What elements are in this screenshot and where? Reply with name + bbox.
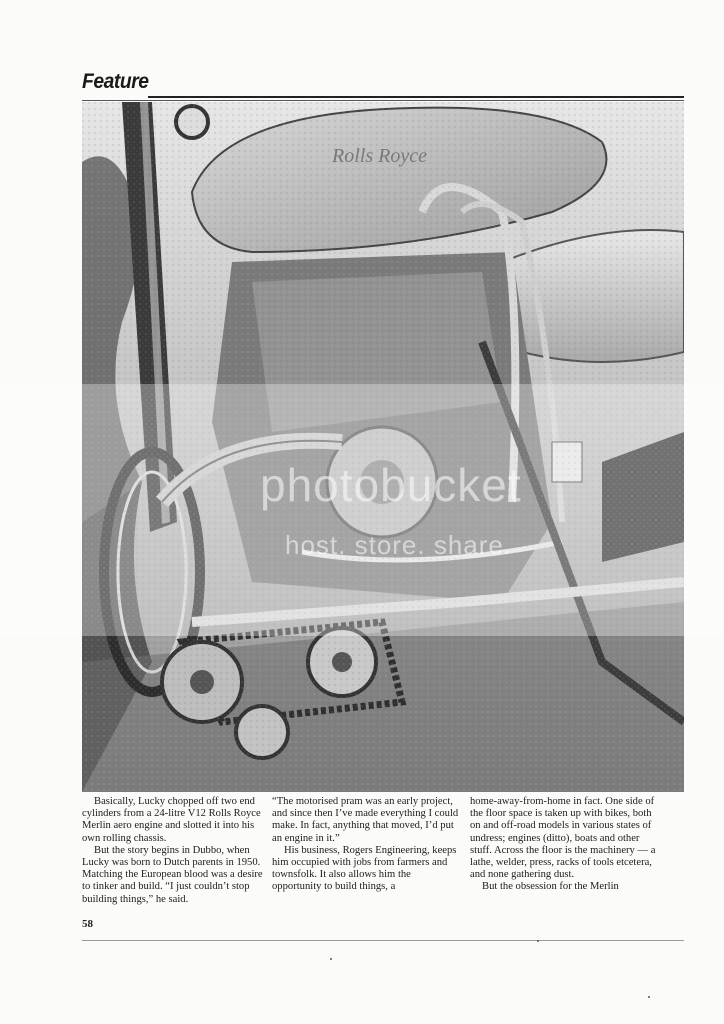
article-column-2 [272, 796, 462, 894]
article-column-3 [470, 796, 660, 894]
article-paragraph: home-away-from-home in fact. One side of the floor space is taken up with bikes, both on and off-road models in various states of undress; engines (ditto), boats and other stuff. Across the floor is the machinery — a lathe, welder, press, racks of tools etcetera, and none gathering dust. [470, 796, 656, 881]
page-number: 58 [82, 918, 93, 930]
article-paragraph: His business, Rogers Engineering, keeps him occupied with jobs from farmers and townsfolk. It also allows him the opportunity to build things, a [272, 844, 457, 893]
header-rule [148, 96, 684, 98]
article-paragraph: Basically, Lucky chopped off two end cylinders from a 24-litre V12 Rolls Royce Merlin aero engine and slotted it into his own rolling chassis. [82, 796, 261, 844]
print-speck [88, 690, 90, 692]
footer-rule [82, 940, 684, 941]
section-label: Feature [82, 70, 149, 93]
watermark-tagline: host. store. share. [285, 530, 513, 560]
article-paragraph: But the obsession for the Merlin [482, 881, 619, 893]
print-speck [330, 958, 332, 960]
print-speck [648, 996, 650, 998]
header-rule-thin [82, 100, 684, 101]
article-paragraph: “The motorised pram was an early project, and since then I’ve made everything I could make. In fact, anything that moved, I’d put an engine in it.” [272, 796, 459, 844]
print-speck [537, 940, 539, 942]
article-column-1 [82, 796, 272, 906]
article-paragraph: But the story begins in Dubbo, when Lucky was born to Dutch parents in 1950. Matching the European blood was a desire to tinker and build. “I just couldn’t stop building things,” he said. [82, 844, 263, 905]
watermark-logo-text: photobucket [260, 459, 522, 511]
